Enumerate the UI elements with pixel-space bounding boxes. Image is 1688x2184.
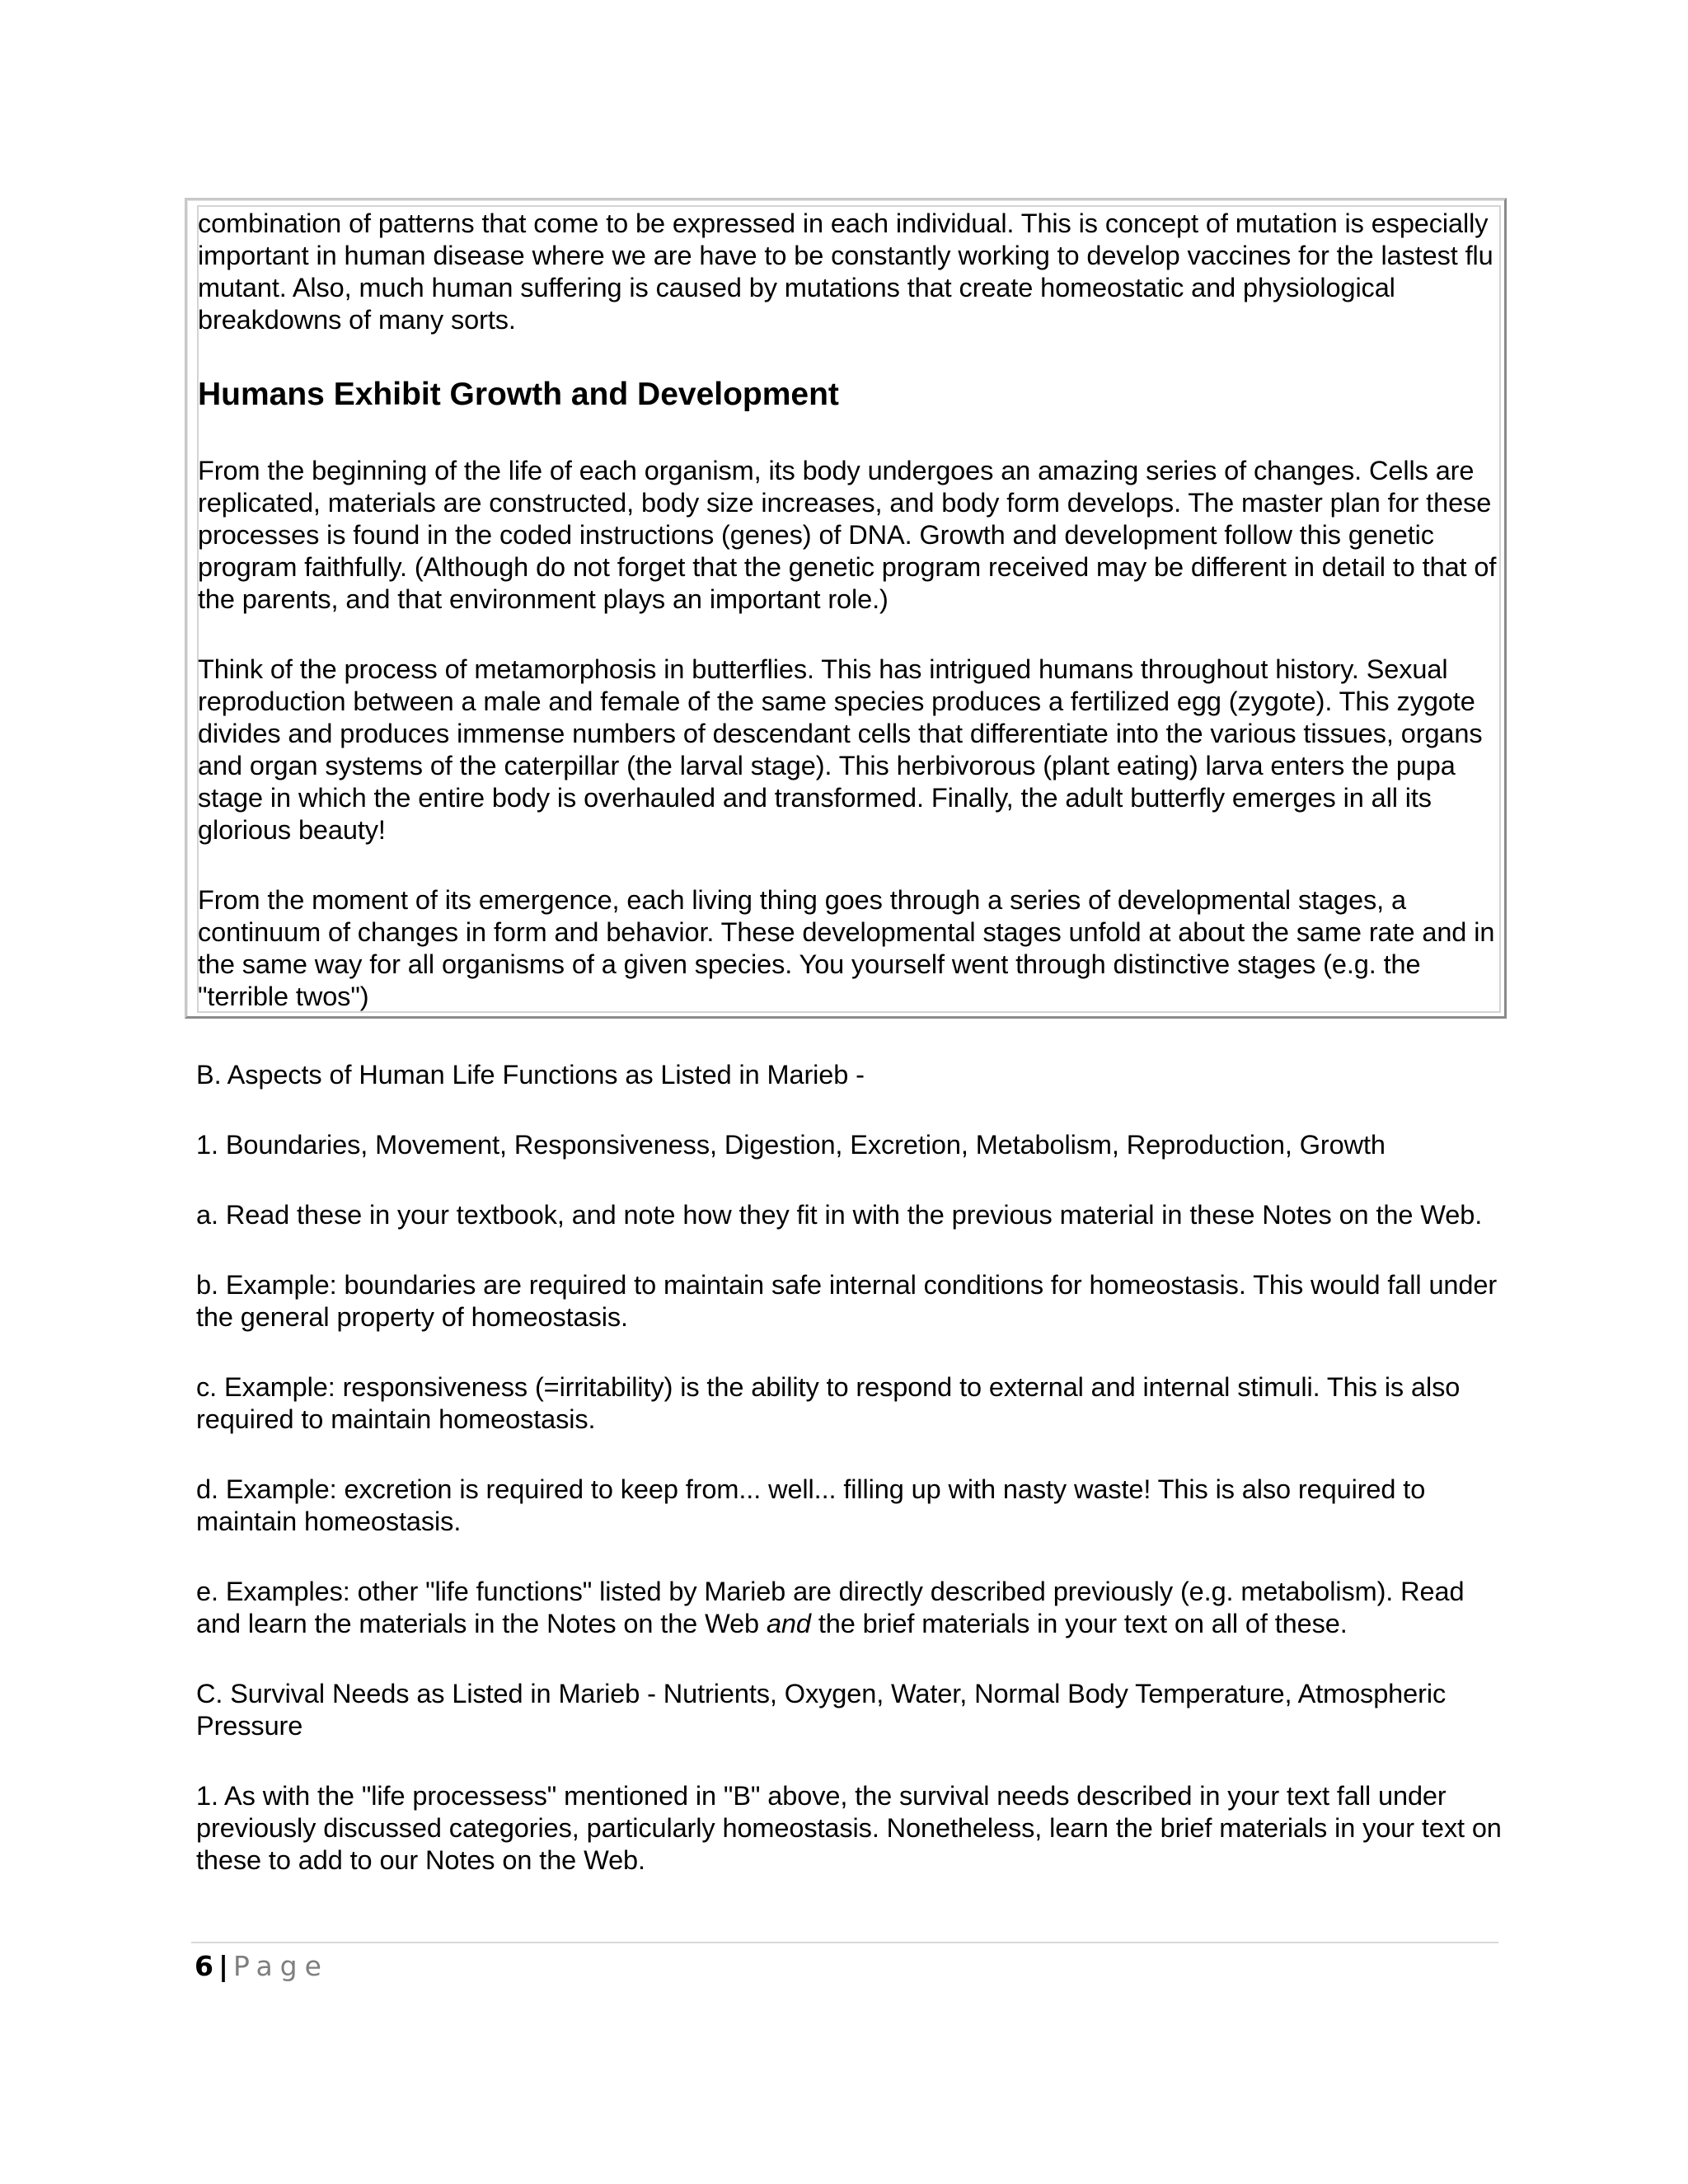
page-number: 6: [195, 1950, 213, 1982]
developmental-stages-paragraph: From the moment of its emergence, each living thing goes through a series of developmental stages, a continuum of changes in form and behavior. These developmental stages unfold at about the same rate and in the same way for all organisms of a given species. You yourself went through distinctive stages (e.g. the "terrible twos"): [198, 885, 1495, 1011]
metamorphosis-paragraph: Think of the process of metamorphosis in butterflies. This has intrigued humans throughout history. Sexual reproduction between a male and female of the same species produces a fertilized egg (zygote). This zygote divides and produces immense numbers of descendant cells that differentiate into the various tissues, organs and organ systems of the caterpillar (the larval stage). This herbivorous (plant eating) larva enters the pupa stage in which the entire body is overhauled and transformed. Finally, the adult butterfly emerges in all its glorious beauty!: [198, 654, 1483, 845]
framed-content: [198, 208, 1500, 1051]
section-b-item-a: a. Read these in your textbook, and note how they fit in with the previous material in these Notes on the Web.: [196, 1200, 1483, 1230]
section-b-item-d: d. Example: excretion is required to keep from... well... filling up with nasty waste! This is also required to maintain homeostasis.: [196, 1474, 1426, 1536]
section-b-item-1: 1. Boundaries, Movement, Responsiveness, Digestion, Excretion, Metabolism, Reproduction, Growth: [196, 1130, 1386, 1160]
section-b-item-c: c. Example: responsiveness (=irritability) is the ability to respond to external and internal stimuli. This is also required to maintain homeostasis.: [196, 1372, 1461, 1434]
footer-separator: |: [218, 1950, 229, 1982]
section-b-item-e: [196, 1576, 1515, 1640]
item-e-text-end: the brief materials in your text on all of these.: [810, 1609, 1348, 1638]
growth-paragraph: From the beginning of the life of each organism, its body undergoes an amazing series of changes. Cells are replicated, materials are constructed, body size increases, and body form develops. The master plan for these processes is found in the coded instructions (genes) of DNA. Growth and development follow this genetic program faithfully. (Although do not forget that the genetic program received may be different in detail to that of the parents, and that environment plays an important role.): [198, 456, 1497, 614]
footer-divider: [191, 1942, 1498, 1943]
section-b-item-b: b. Example: boundaries are required to maintain safe internal conditions for homeostasis. This would fall under the general property of homeostasis.: [196, 1270, 1498, 1332]
section-b-heading: B. Aspects of Human Life Functions as Listed in Marieb -: [196, 1060, 865, 1090]
page-footer: [195, 1948, 329, 1985]
page-label: Page: [233, 1950, 329, 1982]
mutation-paragraph: combination of patterns that come to be expressed in each individual. This is concept of mutation is especially important in human disease where we are have to be constantly working to develop vaccines for the lastest flu mutant. Also, much human suffering is caused by mutations that create homeostatic and physiological breakdowns of many sorts.: [198, 209, 1493, 335]
section-c-heading: C. Survival Needs as Listed in Marieb - Nutrients, Oxygen, Water, Normal Body Temperature, Atmospheric Pressure: [196, 1679, 1447, 1741]
item-e-emphasis: and: [766, 1609, 811, 1638]
main-body: [196, 1059, 1515, 1915]
section-c-item-1: 1. As with the "life processess" mentioned in "B" above, the survival needs described in your text fall under previously discussed categories, particularly homeostasis. Nonetheless, learn the brief materials in your text on these to add to our Notes on the Web.: [196, 1781, 1502, 1875]
item-e-text-start: e. Examples: other "life functions" listed by Marieb are directly described previously (e.g. metabolism). Read and learn the materials in the Notes on the Web: [196, 1577, 1465, 1638]
section-heading-growth: Humans Exhibit Growth and Development: [198, 377, 839, 412]
